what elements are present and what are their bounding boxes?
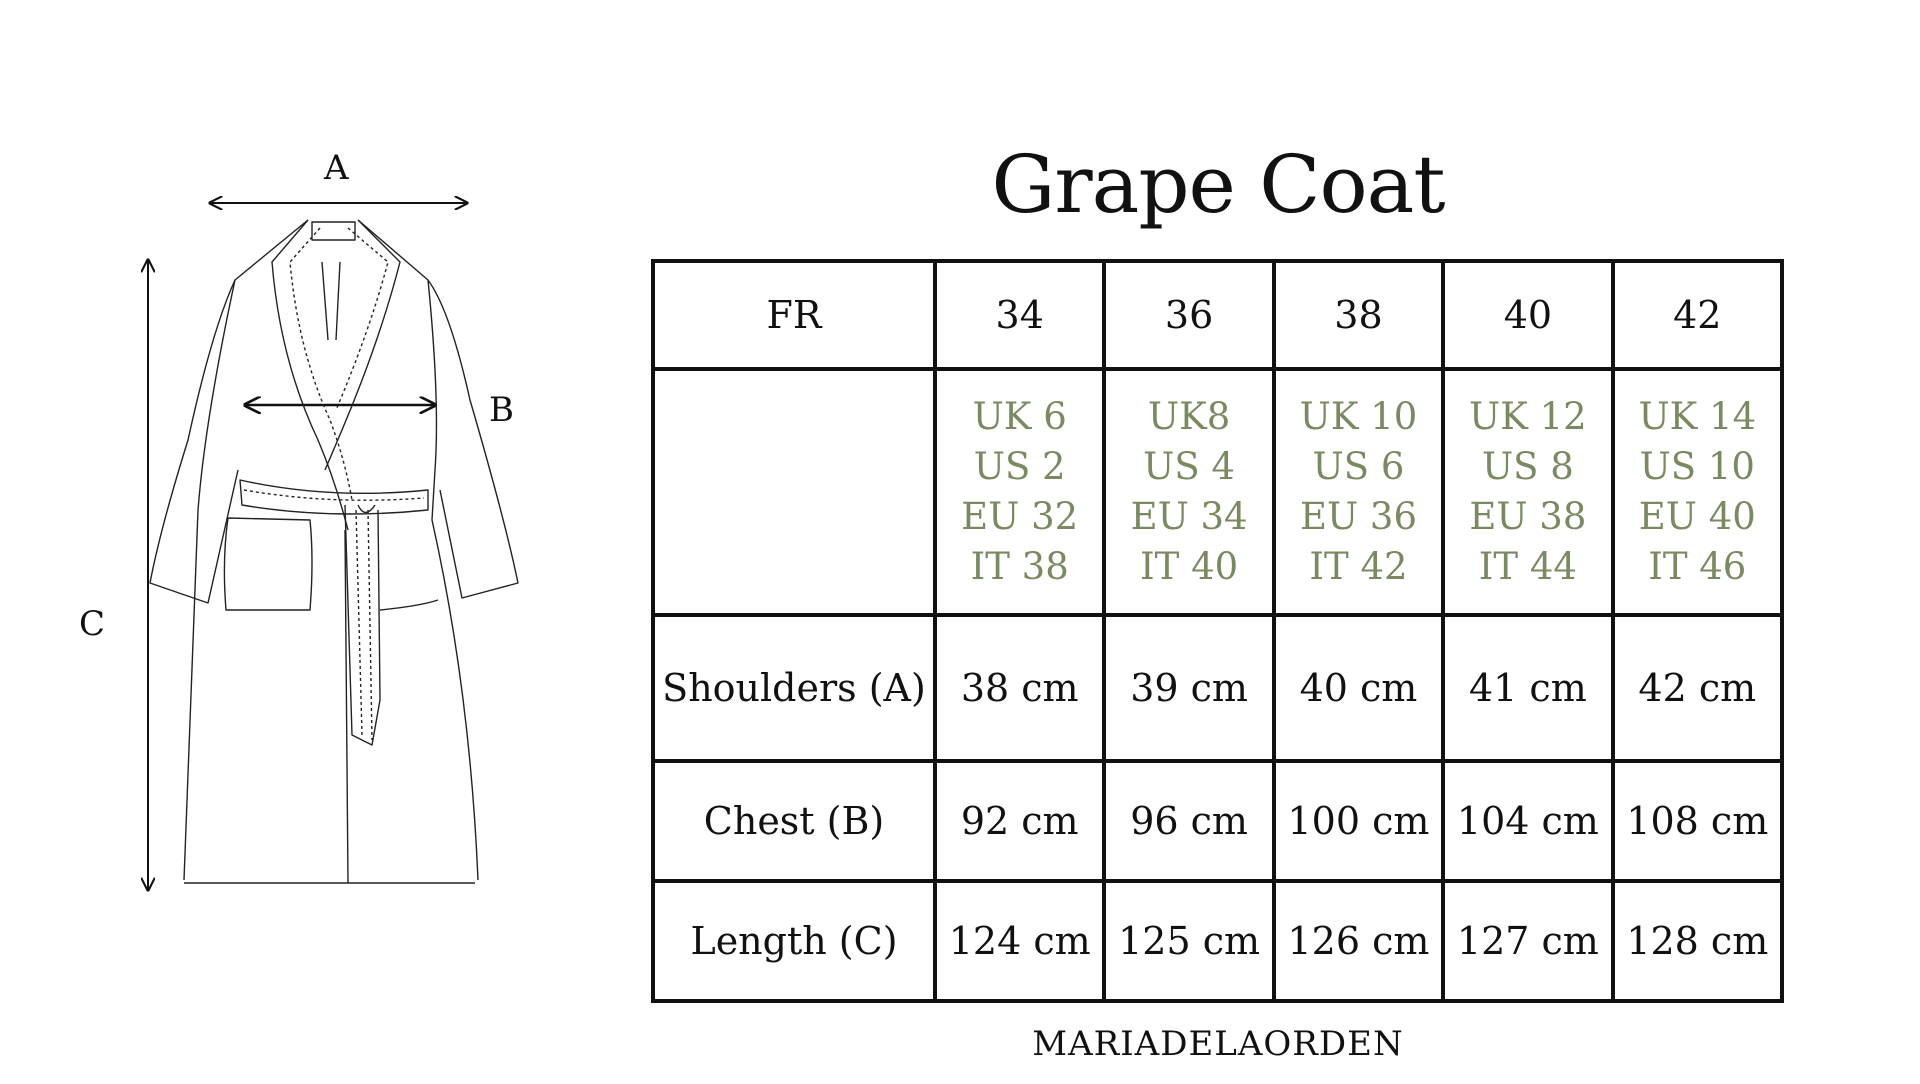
intl-size-cell	[1274, 369, 1443, 615]
measurement-cell: 127 cm	[1443, 881, 1612, 1001]
intl-size-line: EU 36	[1299, 495, 1417, 538]
intl-size-line: UK 10	[1299, 395, 1418, 438]
measurement-cell: 125 cm	[1104, 881, 1273, 1001]
intl-size-line: IT 46	[1648, 545, 1747, 588]
intl-size-line: IT 44	[1478, 545, 1577, 588]
header-cell: FR	[653, 261, 935, 369]
international-sizes-row	[653, 369, 1782, 615]
measurement-cell: 41 cm	[1443, 615, 1612, 761]
header-cell: 36	[1104, 261, 1273, 369]
dimension-label-b: B	[489, 390, 514, 430]
coat-drawing	[0, 0, 620, 1080]
intl-size-line: UK 12	[1469, 395, 1587, 438]
intl-size-cell	[1104, 369, 1273, 615]
intl-size-line: IT 38	[970, 545, 1069, 588]
dimension-label-a: A	[324, 148, 349, 188]
intl-size-line: US 10	[1639, 445, 1755, 488]
measurement-cell: 39 cm	[1104, 615, 1273, 761]
table-row	[653, 881, 1782, 1001]
measurement-cell: 126 cm	[1274, 881, 1443, 1001]
measurement-cell: 104 cm	[1443, 761, 1612, 881]
table-row	[653, 761, 1782, 881]
measurement-cell: 108 cm	[1613, 761, 1782, 881]
measurement-cell: 128 cm	[1613, 881, 1782, 1001]
intl-size-line: US 2	[973, 445, 1066, 488]
brand-name: MARIADELAORDEN	[1032, 1024, 1404, 1064]
header-cell: 34	[935, 261, 1104, 369]
measurement-cell: 100 cm	[1274, 761, 1443, 881]
size-chart-table	[651, 259, 1784, 1003]
measurement-cell: 42 cm	[1613, 615, 1782, 761]
intl-size-line: UK 14	[1638, 395, 1757, 438]
intl-size-cell	[935, 369, 1104, 615]
measurement-cell: 92 cm	[935, 761, 1104, 881]
intl-size-line: EU 32	[961, 495, 1079, 538]
measurement-cell: 124 cm	[935, 881, 1104, 1001]
intl-size-line: US 8	[1481, 445, 1574, 488]
intl-size-line: IT 42	[1309, 545, 1408, 588]
page-title: Grape Coat	[991, 138, 1445, 231]
row-label: Chest (B)	[653, 761, 935, 881]
measurement-cell: 40 cm	[1274, 615, 1443, 761]
intl-size-line: IT 40	[1140, 545, 1239, 588]
measurement-cell: 38 cm	[935, 615, 1104, 761]
intl-size-line: UK8	[1147, 395, 1231, 438]
intl-size-line: US 4	[1143, 445, 1235, 488]
row-label: Shoulders (A)	[653, 615, 935, 761]
header-cell: 40	[1443, 261, 1612, 369]
header-cell: 42	[1613, 261, 1782, 369]
intl-size-line: UK 6	[972, 395, 1067, 438]
header-cell: 38	[1274, 261, 1443, 369]
intl-size-cell	[1613, 369, 1782, 615]
coat-illustration	[0, 0, 620, 1080]
intl-size-line: EU 38	[1469, 495, 1587, 538]
intl-size-cell	[1443, 369, 1612, 615]
row-label: Length (C)	[653, 881, 935, 1001]
table-row	[653, 615, 1782, 761]
table-header-row	[653, 261, 1782, 369]
dimension-label-c: C	[79, 604, 106, 644]
empty-cell	[653, 369, 935, 615]
intl-size-line: EU 40	[1638, 495, 1756, 538]
measurement-cell: 96 cm	[1104, 761, 1273, 881]
intl-size-line: EU 34	[1130, 495, 1248, 538]
intl-size-line: US 6	[1312, 445, 1405, 488]
